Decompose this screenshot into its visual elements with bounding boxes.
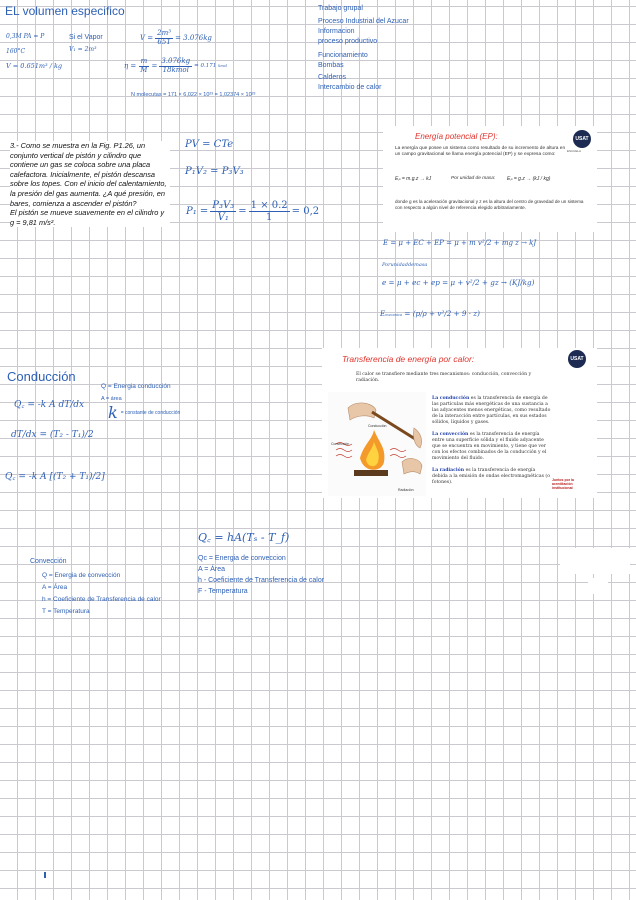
specific-energy-equation: e = μ + ec + ep = μ + v²/2 + gz → (KJ/kg): [382, 278, 535, 287]
topic-item: Trabajo grupal: [318, 5, 363, 12]
note-item: h = Coeficiente de Transferencia de calor: [42, 596, 161, 603]
problem-text-2: El pistón se mueve suavemente en el cilindro y g = 9,81 m/s².: [10, 208, 165, 227]
illustration-label-radiation: Radiación: [398, 488, 414, 492]
eq-result: = 0,2: [291, 206, 320, 217]
fourier-equation: Q꜀ = -k A dT/dx: [14, 400, 85, 410]
ideal-gas-equation: PV = CTe: [185, 139, 234, 150]
pressure-result-equation: [186, 200, 319, 223]
topic-item: Intercambio de calor: [318, 84, 382, 91]
eq-numerator: 3.076kg: [161, 57, 191, 65]
accreditation-badge: Juntos por la acreditación institucional: [552, 478, 574, 490]
potential-energy-card: [383, 126, 597, 232]
convection-legend: [198, 553, 324, 597]
eq-lhs: η =: [124, 62, 137, 71]
legend-area: A = área: [101, 396, 122, 402]
legend-item: A = Área: [198, 566, 226, 573]
legend-item: F - Temperatura: [198, 588, 248, 595]
convection-notes: [42, 570, 161, 618]
pressure-volume-equation: P₁V₂ = P₃V₃: [185, 166, 244, 177]
eq-equals: =: [151, 62, 158, 71]
eq-numerator: P₃V₃: [212, 200, 235, 211]
mechanical-energy-equation: [380, 309, 480, 318]
gradient-equation: dT/dx = (T₂ - T₁)/2: [11, 430, 94, 440]
vapor-equation: V₁ = 2m³: [69, 46, 97, 53]
eq-denominator: V₁: [217, 212, 229, 223]
note-item: T = Temperatura: [42, 608, 90, 615]
heat-transfer-card: [322, 348, 597, 498]
legend-item: Qc = Energia de conveccion: [198, 555, 286, 562]
legend-conduction-energy: Q = Energia conducción: [101, 383, 171, 390]
convection-notes-title: Convección: [30, 558, 67, 565]
potential-energy-formula: Eₚ = m.g.z → kJ: [395, 176, 432, 182]
newton-cooling-equation: Q꜀ = hA(Tₛ - T_f): [198, 531, 290, 544]
heat-transfer-title: Transferencia de energía por calor:: [342, 354, 475, 364]
molecules-equation: N molecutas = 171 × 6,022 × 10²³ = 1,02374 × 10²³: [131, 92, 256, 98]
given-volume: V = 0.651m³ / kg: [6, 62, 63, 70]
convection-definition: La convección es la transferencia de energía entre una superficie sólida y el fluido adyacente que se encuentra en movimiento, y tiene que ver con los efectos combinados de la conducción y el movimiento del fluido.: [432, 432, 547, 461]
problem-text: 3.- Como se muestra en la Fig. P1.26, un conjunto vertical de pistón y cilindro que contiene un gas se coloca sobre una placa calefactora. Inicialmente, el pistón descansa sobre los topes. Con el inicio del calentamiento, la presión del gas aumenta. ¿A qué presión, en bares, comienza a ascender el pistón?: [10, 141, 167, 208]
eq-lhs: P₁ =: [186, 206, 209, 217]
pen-mark: [44, 872, 46, 878]
eq-lhs: E: [380, 309, 386, 318]
eq-numerator: 2m³: [157, 29, 172, 37]
eq-denominator: 651: [157, 37, 171, 46]
problem-statement: [10, 141, 170, 227]
eq-numerator: m: [140, 57, 148, 65]
topic-item: Informacion: [318, 28, 355, 35]
specific-potential-formula: Eₚ = g.z → (kJ / kg): [507, 176, 551, 182]
topic-item: Funcionamiento: [318, 52, 368, 59]
eq-rhs: = (p/ρ + v²/2 + 9 · z): [404, 309, 480, 318]
illustration-label-convection: Convección: [331, 442, 350, 446]
potential-energy-body: La energía que posee un sistema como resultado de su incremento de altura en un campo gravitacional se llama energía potencial (EP) y se expresa como:: [395, 146, 566, 157]
eq-denominator: 18kmol: [162, 65, 189, 74]
legend-conductivity: [108, 403, 180, 422]
eq-denominator: 1: [265, 212, 273, 223]
conduction-heading: Conducción: [7, 369, 76, 384]
heat-transfer-intro: El calor se transfiere mediante tres mecanismos: conducción, convección y radiación.: [356, 372, 532, 383]
hand-icon: [402, 459, 422, 474]
k-symbol: k: [108, 403, 118, 422]
eq-result: = 0.171: [194, 63, 217, 70]
usat-logo-icon: USAT: [573, 130, 591, 148]
conduction-result-equation: Q꜀ = -k A [(T₂ + T₁)/2]: [5, 472, 105, 482]
eq-numerator: 1 × 0.2: [250, 200, 288, 211]
eq-result: = 3.076kg: [175, 34, 212, 43]
volume-mass-equation: [140, 30, 212, 46]
radiation-definition: La radiación es la transferencia de energía debida a la emisión de ondas electromagnéticas (o fotones).: [432, 468, 550, 485]
topic-item: proceso productivo: [318, 38, 378, 45]
logo-tagline: ESCUELA: [567, 149, 582, 153]
potential-energy-footnote: donde g es la aceleración gravitacional y z es la altura del centro de gravedad de un sistema con respecto a algún nivel de referencia elegido arbitrariamente.: [395, 199, 584, 210]
moles-equation: [124, 58, 227, 74]
blank-patch: [588, 578, 608, 594]
logs-icon: [354, 470, 388, 476]
potential-energy-title: Energía potencial (EP):: [415, 132, 498, 141]
k-description: = constante de conducción: [120, 409, 181, 416]
given-pressure: 0,3M PA = P: [6, 33, 45, 40]
given-temperature: 160°C: [6, 48, 26, 55]
conduction-definition: La conducción es la transferencia de energía de las partículas más energéticas de una sustancia a las adyacentes menos energéticas, como resultado de la interacción entre partículas, en sus estados sólidos, líquidos y gases.: [432, 396, 551, 425]
note-item: A = Área: [42, 584, 68, 591]
vapor-label: Si el Vapor: [69, 34, 103, 41]
blank-patch: [560, 548, 630, 574]
usat-logo-icon: USAT: [568, 350, 586, 368]
note-item: Q = Energia de convección: [42, 572, 121, 579]
topic-item: Proceso Industrial del Azucar: [318, 18, 409, 25]
per-mass-heading: Porunidaddemasa: [382, 262, 428, 268]
topic-list: [318, 4, 409, 93]
eq-lhs: V =: [140, 34, 154, 43]
eq-denominator: M: [140, 65, 148, 74]
eq-unit: kmol: [218, 64, 227, 69]
topic-item: Calderos: [318, 74, 347, 81]
legend-item: h - Coeficiente de Transferencia de calor: [198, 577, 325, 584]
per-mass-label: Por unidad de masa:: [451, 176, 496, 181]
illustration-label-conduction: Conducción: [368, 424, 387, 428]
page-title: EL volumen especifico: [5, 4, 125, 18]
eq-subscript: mecanica: [385, 313, 403, 317]
total-energy-equation: E = μ + EC + EP = μ + m v²/2 + mg z → kJ: [383, 239, 537, 247]
eq-equals: =: [238, 206, 247, 217]
topic-item: Bombas: [318, 62, 344, 69]
